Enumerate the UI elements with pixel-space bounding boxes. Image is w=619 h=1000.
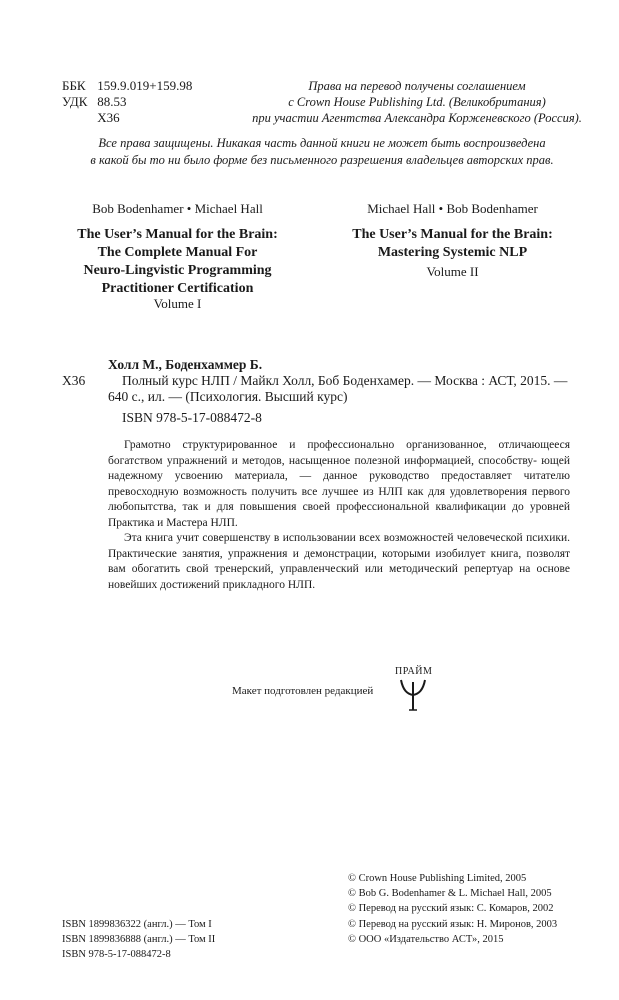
udk-label: УДК [62, 94, 88, 109]
library-code: Х36 [62, 373, 86, 388]
copyright-item: © Перевод на русский язык: Н. Миронов, 2003 [348, 918, 558, 930]
annotation-line: превосходную возможность получить все лучшее из НЛП как для удовлетворения [108, 485, 528, 498]
annotation-line: первого любопытства, так и для повышения своей профессиональной квалификации [108, 485, 571, 513]
book2-volume: Volume II [426, 264, 479, 279]
bbk-value: 159.9.019+159.98 [97, 78, 193, 93]
book1-volume: Volume I [153, 296, 202, 311]
isbn-item: ISBN 1899836888 (англ.) — Том II [62, 934, 216, 946]
book2-title [320, 226, 585, 262]
classification-bbk [62, 78, 192, 94]
library-heading: Холл М., Боденхаммер Б. [108, 357, 263, 372]
book1-title-line: The Complete Manual For [97, 245, 258, 260]
annotation-line: ющей надежному усвоению материала, — данное руководство предоставляет читателю [108, 454, 571, 482]
copyright-item: © Crown House Publishing Limited, 2005 [348, 873, 527, 884]
isbn-item: ISBN 978-5-17-088472-8 [62, 949, 171, 961]
classification-udk [62, 94, 127, 110]
library-line1: Полный курс НЛП / Майкл Холл, Боб Боденхамер. — Москва : АСТ, 2015. — [122, 373, 568, 388]
reserved-line: Все права защищены. Никакая часть данной книги не может быть воспроизведена [98, 136, 546, 150]
book1-title [40, 226, 315, 298]
classification-author-mark [62, 110, 120, 126]
prepared-by: Макет подготовлен редакцией [232, 685, 374, 697]
book1-title-line: Neuro-Lingvistic Programming [83, 263, 272, 278]
annotation-paragraph [108, 438, 570, 531]
rights-line: Права на перевод получены соглашением [308, 79, 526, 93]
copyright-item: © Bob G. Bodenhamer & L. Michael Hall, 2005 [348, 888, 552, 900]
isbn-list [62, 917, 215, 963]
annotation-line: психики. Практические занятия, упражнения и демонстрации, которыми изобилует [108, 532, 570, 560]
bbk-label: ББК [62, 78, 86, 93]
annotation-line: книга, позволят вам обогатить свой тренерский, управленческий или методический [108, 547, 571, 575]
book1-authors: Bob Bodenhamer • Michael Hall [92, 201, 263, 216]
book1-title-line: The User’s Manual for the Brain: [77, 227, 278, 242]
copyright-item: © Перевод на русский язык: С. Комаров, 2002 [348, 903, 554, 915]
annotation-line: до уровней Практика и Мастера НЛП. [108, 501, 570, 529]
all-rights-reserved [62, 135, 582, 169]
rights-line: с Crown House Publishing Ltd. (Великобритания) [288, 95, 546, 109]
copyright-list [348, 871, 557, 947]
copyright-item: © ООО «Издательство АСТ», 2015 [348, 933, 504, 945]
book1-title-line: Practitioner Certification [101, 281, 254, 296]
annotation-line: богатством упражнений и методов, насыщенное полезной информацией, способству- [108, 454, 537, 467]
annotation-paragraph [108, 531, 570, 593]
rights-line: при участии Агентства Александра Корженевского (Россия). [252, 111, 582, 125]
book2-title-line: Mastering Systemic NLP [377, 245, 528, 260]
annotation [108, 438, 570, 593]
annotation-line: Эта книга учит совершенству в использовании всех возможностей человеческой [124, 532, 523, 544]
author-mark-value: Х36 [97, 110, 120, 125]
book2-authors: Michael Hall • Bob Bodenhamer [367, 201, 538, 216]
book2-title-line: The User’s Manual for the Brain: [352, 227, 553, 242]
library-line2: 640 с., ил. — (Психология. Высший курс) [108, 389, 348, 404]
annotation-line: Грамотно структурированное и профессионально организованное, отличающееся [124, 439, 570, 451]
reserved-line: в какой бы то ни было форме без письменного разрешения владельцев авторских прав. [90, 153, 554, 167]
logo-text: ПРАЙМ [395, 666, 433, 677]
library-isbn: ISBN 978-5-17-088472-8 [122, 410, 262, 425]
isbn-item: ISBN 1899836322 (англ.) — Том I [62, 919, 212, 930]
trident-icon [395, 678, 431, 712]
annotation-line: репертуар на основе новейших достижений прикладного НЛП. [108, 563, 571, 591]
prime-logo [395, 666, 431, 714]
rights-note [252, 78, 582, 126]
udk-value: 88.53 [97, 94, 127, 109]
